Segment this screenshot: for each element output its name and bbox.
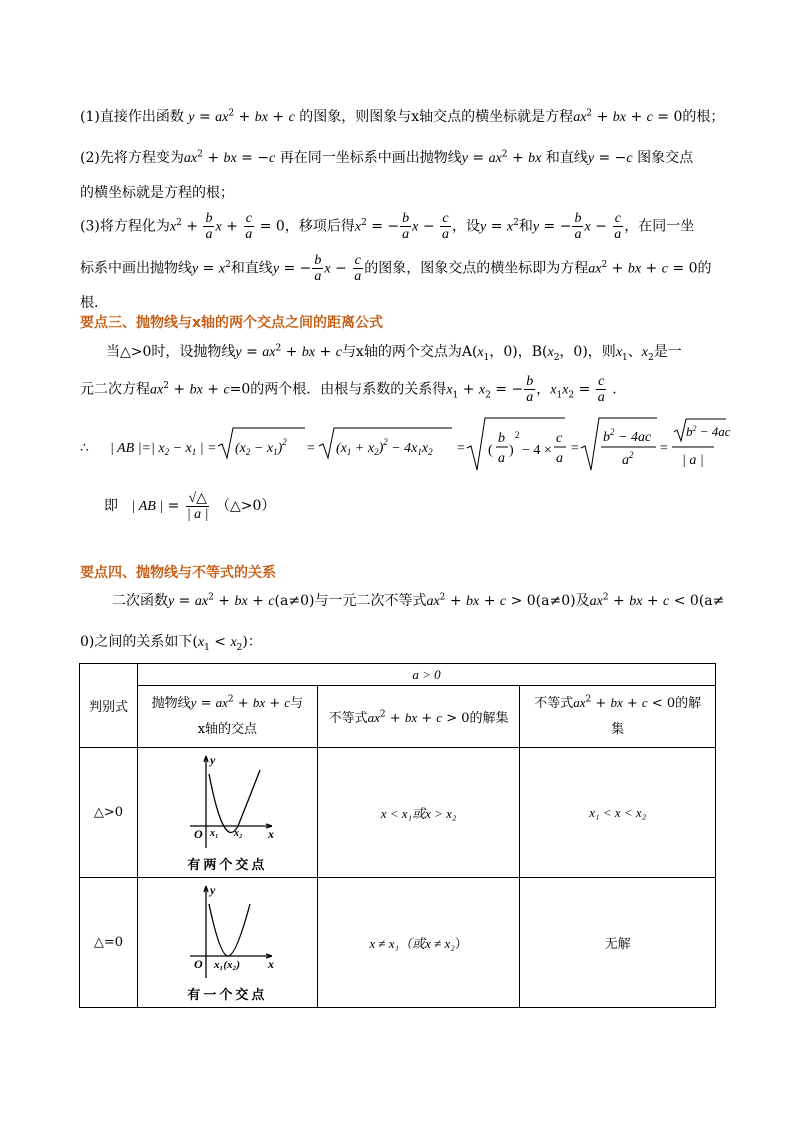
header-a-positive: a > 0: [137, 664, 715, 686]
graph-one-intersection: [172, 882, 282, 982]
svg-text:a2: $a^2$: [622, 450, 634, 468]
section-4-line-2: 0)之间的关系如下$(x_1 < x_2)$：: [80, 634, 262, 653]
gt-solution-2: x ≠ x₁（或x ≠ x₂）: [317, 878, 520, 1008]
svg-text:| AB |=| x2 − x1 | =: | AB |=| $x_2 - x_1$ | =: [110, 441, 217, 457]
header-discriminant: 判别式: [80, 664, 138, 748]
graph-caption: 有一个交点: [187, 988, 268, 1003]
section-4-line-1: 二次函数$y = ax^2$ + bx + c(a≠0)与一元二次不等式$ax^2$ + bx + c > 0(a≠0)及$ax^2$ + bx + c < 0(a≠: [112, 592, 725, 609]
section-4-title: 要点四、抛物线与不等式的关系: [80, 565, 276, 581]
table-row: [80, 878, 716, 1008]
method-2-cont: 的横坐标就是方程的根；: [80, 185, 234, 201]
header-parabola: 抛物线$y = ax^2$ + bx + c与 x轴的交点: [137, 686, 317, 748]
lt-solution-1: x₁ < x < x₂: [520, 748, 716, 878]
svg-text:a: a: [556, 451, 563, 466]
svg-text:| a |: | a |: [682, 453, 704, 468]
section-3-title: 要点三、抛物线与x轴的两个交点之间的距离公式: [80, 315, 384, 331]
svg-text:y: y: [210, 883, 216, 897]
distance-short: 即 | AB | = $\frac{√\triangle}{| a |}$ （△>0）: [104, 490, 276, 522]
method-2: (2)先将方程变为$ax^2$ + bx = −c 再在同一坐标系中画出抛物线$y = ax^2$ + bx 和直线y = −c 图象交点: [80, 149, 694, 166]
svg-text:a: a: [498, 451, 505, 466]
svg-text:x: x: [268, 827, 275, 841]
header-lt-solution: 不等式$ax^2$ + bx + c < 0的解 集: [520, 686, 716, 748]
relation-table: [79, 663, 716, 1008]
svg-text:b: b: [498, 431, 505, 446]
svg-text:c: c: [556, 431, 563, 446]
svg-text:O: O: [194, 827, 204, 841]
svg-text:y: y: [210, 753, 216, 767]
svg-text:x: x: [268, 957, 275, 971]
svg-text:(x1 + x2)2 − 4x1x2: $(x_1 + x_2)^2 - 4x_1x_2$: [336, 437, 433, 457]
svg-text:(: (: [488, 443, 493, 458]
svg-text:b2 − 4ac: $b^2 - 4ac$: [603, 427, 652, 445]
svg-text:=: =: [571, 441, 579, 456]
section-3-line-1: 当△>0时，设抛物线$y = ax^2$ + bx + c与x轴的两个交点为$A(x_1$，0)，$B(x_2$，0)，则$x_1$、$x_2$是一: [106, 343, 682, 363]
lt-solution-2: 无解: [520, 878, 716, 1008]
gt-solution-1: x < x₁或x > x₂: [317, 748, 520, 878]
graph-caption: 有两个交点: [187, 858, 268, 873]
distance-formula: [76, 416, 731, 476]
therefore-symbol: ∴: [80, 441, 89, 456]
disc-zero: △=0: [80, 878, 138, 1008]
svg-text:2: 2: [515, 430, 520, 440]
method-3-end: 根.: [80, 295, 99, 311]
svg-text:=: =: [457, 441, 465, 456]
svg-text:− 4 ×: − 4 ×: [522, 443, 552, 458]
svg-text:b2 − 4ac: $b^2 - 4ac$: [686, 424, 731, 439]
svg-text:=: =: [307, 441, 315, 456]
section-3-line-2: 元二次方程$ax^2$ + bx + c=0的两个根．由根与系数的关系得$x_1 + x_2$ = − $\frac{b}{a}$ ，$x_1x_2$ = $\frac{c}{a}$ .: [80, 374, 617, 405]
method-3: (3)将方程化为$x^2$ + $\frac{b}{a}$ x + $\frac{c}{a}$ = 0，移项后得$x^2$ = − $\frac{b}{a}$ x − $\frac{c}{a}$ ，设$y = x^2$和y = − $\frac{b}{a}$ x − $\frac{c}{a}$ ，在同一坐: [80, 211, 695, 242]
table-row: [80, 748, 716, 878]
svg-text:O: O: [194, 957, 204, 971]
disc-positive: △>0: [80, 748, 138, 878]
method-3-cont: 标系中画出抛物线$y = x^2$和直线y = − $\frac{b}{a}$ x − $\frac{c}{a}$ 的图象，图象交点的横坐标即为方程$ax^2$ + bx + c = 0的: [80, 253, 712, 284]
svg-text:=: =: [660, 441, 668, 456]
svg-text:(x2 − x1)2: $(x_2 - x_1)^2$: [235, 437, 287, 457]
header-gt-solution: 不等式$ax^2$ + bx + c > 0的解集: [317, 686, 520, 748]
graph-two-intersections: [172, 752, 282, 852]
svg-text:x₁(x₂): x₁(x₂): [214, 959, 241, 971]
svg-text:x₁: x₁: [210, 828, 219, 839]
graph-one-root-cell: [137, 878, 317, 1008]
graph-two-roots-cell: [137, 748, 317, 878]
svg-text:): ): [509, 443, 514, 458]
svg-text:x₂: x₂: [234, 828, 243, 839]
method-1: (1)直接作出函数 $y = ax^2$ + bx + c 的图象，则图象与x轴交点的横坐标就是方程$ax^2$ + bx + c = 0的根；: [80, 108, 725, 125]
